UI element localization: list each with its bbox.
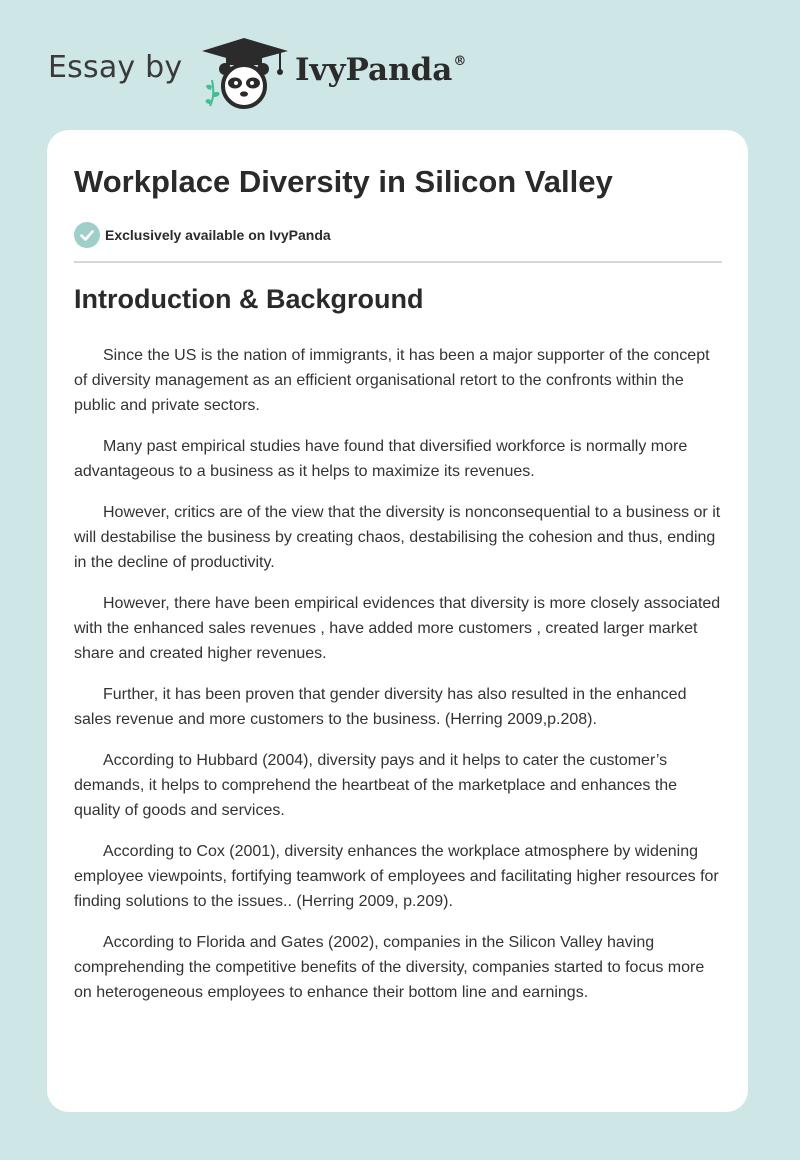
essay-body [74,343,726,1021]
registered-mark: ® [453,54,467,69]
section-heading: Introduction & Background [74,284,424,314]
exclusive-badge-text: Exclusively available on IvyPanda [105,227,331,243]
ivypanda-logo[interactable] [200,36,292,112]
essay-by-label: Essay by [48,50,183,85]
paragraph: According to Cox (2001), diversity enhances the workplace atmosphere by widening employee viewpoints, fortifying teamwork of employees and facilitating higher resources for finding solutions to the issues.. (Herring 2009, p.209). [74,843,719,910]
paragraph: However, there have been empirical evidences that diversity is more closely associated with the enhanced sales revenues , have added more customers , created larger market share and created higher revenues. [74,595,721,662]
brand-name[interactable] [295,52,466,88]
brand-text: IvyPanda [295,52,453,88]
essay-title: Workplace Diversity in Silicon Valley [74,164,613,199]
exclusive-badge [74,222,331,248]
essay-card [47,130,748,1112]
panda-graduate-icon [200,36,292,112]
title-divider [74,261,722,263]
paragraph: According to Hubbard (2004), diversity pays and it helps to cater the customer’s demands, it helps to comprehend the heartbeat of the marketplace and enhances the quality of goods and services. [74,752,678,819]
paragraph: Since the US is the nation of immigrants, it has been a major supporter of the concept of diversity management as an efficient organisational retort to the confronts within the public and private sectors. [74,347,710,414]
check-circle-icon [74,222,100,248]
site-header [0,0,800,130]
paragraph: According to Florida and Gates (2002), companies in the Silicon Valley having comprehending the competitive benefits of the diversity, companies started to focus more on heterogeneous employees to enhance their bottom line and earnings. [74,934,705,1001]
paragraph: Further, it has been proven that gender diversity has also resulted in the enhanced sales revenue and more customers to the business. (Herring 2009,p.208). [74,686,687,728]
paragraph: However, critics are of the view that the diversity is nonconsequential to a business or it will destabilise the business by creating chaos, destabilising the cohesion and thus, ending in the decline of productivity. [74,504,721,571]
paragraph: Many past empirical studies have found that diversified workforce is normally more advantageous to a business as it helps to maximize its revenues. [74,438,688,480]
